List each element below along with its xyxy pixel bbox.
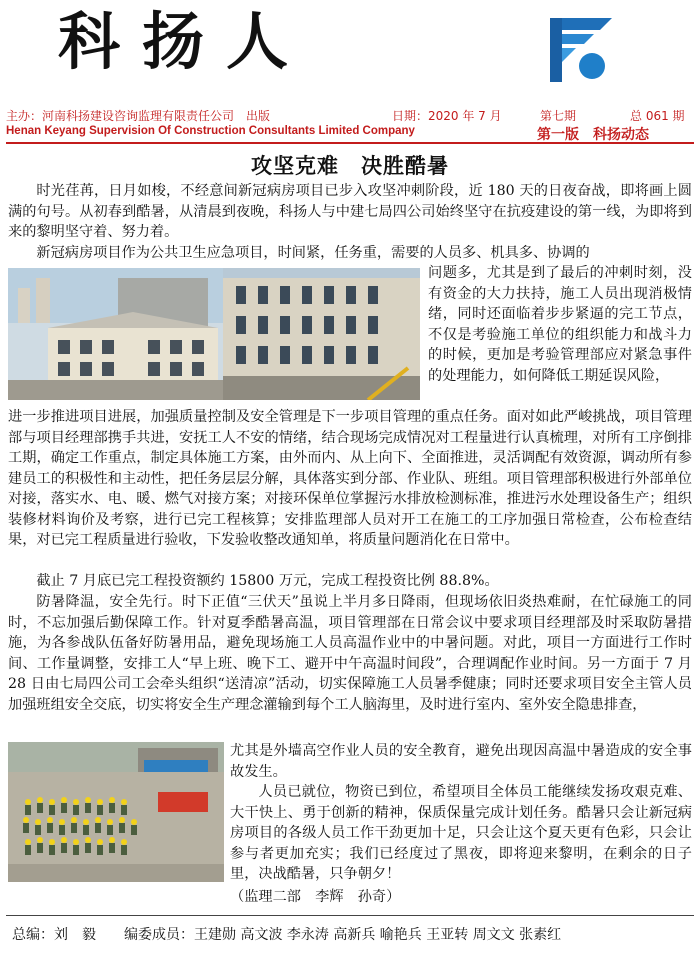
company-english-name: Henan Keyang Supervision Of Construction Consultants Limited Company: [6, 125, 415, 137]
footer-divider: [6, 915, 694, 916]
masthead-title: 科扬人: [58, 5, 311, 78]
article-headline: 攻坚克难 决胜酷暑: [251, 154, 449, 178]
paragraph-4: 防暑降温，安全先行。时下正值“三伏天”虽说上半月多日降雨，但现场依旧炎热难耐，在忙碌施工的同时，不忘加强后勤保障工作。针对夏季酷暑高温，项目管理部在日常会议中要求项目经理部及时采取防暑措施，为各参战队伍备好防暑用品，避免现场施工人员高温作业中的中暑问题。对此，项目一方面进行工作时间、工作量调整，安排工人“早上班、晚下工、避开中午高温时间段”，合理调配作业时间。另一方面于 7 月 28 日由七局四公司工会牵头组织“送清凉”活动，切实保障施工人员暑季健康；同时还要求项目安全主管人员加强班组安全交底，切实将安全生产理念灌输到每个工人脑海里，及时进行室内、室外安全隐患排查，: [8, 594, 692, 713]
paragraph-4-tail: 尤其是外墙高空作业人员的安全教育，避免出现因高温中暑造成的安全事故发生。: [230, 743, 692, 780]
company-logo-icon: [546, 14, 616, 86]
author-signature: （监理二部 李辉 孙奇）: [230, 889, 401, 905]
paragraph-2-continued: 进一步推进项目进展，加强质量控制及安全管理是下一步项目管理的重点任务。面对如此严峻挑战，项目管理部与项目经理部携手共进，安抚工人不安的情绪，结合现场完成情况对工程量进行认真梳理，对所有工序倒排工期，确定工作重点，制定具体施工方案，由外而内、从上向下、全面推进，灵活调配有效资源，调动所有参建员工的积极性和主动性，把任务层层分解，具体落实到分部、作业队、班组。项目管理部积极进行外部单位对接，落实水、电、暖、燃气对接方案；对接环保单位掌握污水排放检测标准，推进污水处理设备生产；组织装修材料询价及考察，进行已完工程核算；安排监理部人员对开工在施工的工序加强日常检查，公布检查结果，对已完工程质量进行验收，下发验收整改通知单，将质量问题消化在日常中。: [8, 409, 692, 548]
total-issue-number: 总 061 期: [630, 109, 685, 123]
header-divider: [6, 142, 694, 144]
workers-event-photo: [8, 742, 224, 882]
edition-label: 第一版 科扬动态: [537, 127, 649, 143]
issue-number: 第七期: [540, 109, 577, 123]
issue-info-bar: [6, 107, 694, 125]
publisher-text: 主办：河南科扬建设咨询监理有限责任公司 出版: [6, 109, 271, 123]
paragraph-2-line-1: 新冠病房项目作为公共卫生应急项目，时间紧，任务重，需要的人员多、机具多、协调的: [36, 245, 590, 261]
paragraph-3: 截止 7 月底已完工程投资额约 15800 万元，完成工程投资比例 88.8%。: [36, 573, 499, 589]
date-text: 日期：2020 年 7 月: [392, 109, 502, 123]
editorial-board: 总编：刘 毅 编委成员：王建勋 高文波 李永涛 高新兵 喻艳兵 王亚转 周文文 张素红: [12, 927, 562, 943]
construction-site-photo: [8, 268, 420, 400]
paragraph-2-side: 问题多，尤其是到了最后的冲刺时刻，没有资金的大力扶持，施工人员出现消极情绪，同时还面临着步步紧逼的完工节点，不仅是考验施工单位的组织能力和战斗力的时候，更加是考验管理部应对紧急事件的处理能力，如何降低工期延误风险，: [428, 265, 692, 384]
paragraph-5: 人员已就位，物资已到位，希望项目全体员工能继续发扬攻艰克难、大干快上、勇于创新的精神，保质保量完成计划任务。酷暑只会让新冠病房项目的各级人员工作干劲更加十足，只会让这个夏天更有色彩，只会让参与者更加充实；我们已经度过了黑夜，即将迎来黎明，在剩余的日子里，决战酷暑，只争朝夕！: [230, 784, 692, 882]
paragraph-1: 时光荏苒，日月如梭，不经意间新冠病房项目已步入攻坚冲刺阶段，近 180 天的日夜奋战，即将画上圆满的句号。从初春到酷暑，从清晨到夜晚，科扬人与中建七局四公司始终坚守在抗疫建设的第一线，为即将到来的黎明坚守着、努力着。: [8, 183, 692, 240]
